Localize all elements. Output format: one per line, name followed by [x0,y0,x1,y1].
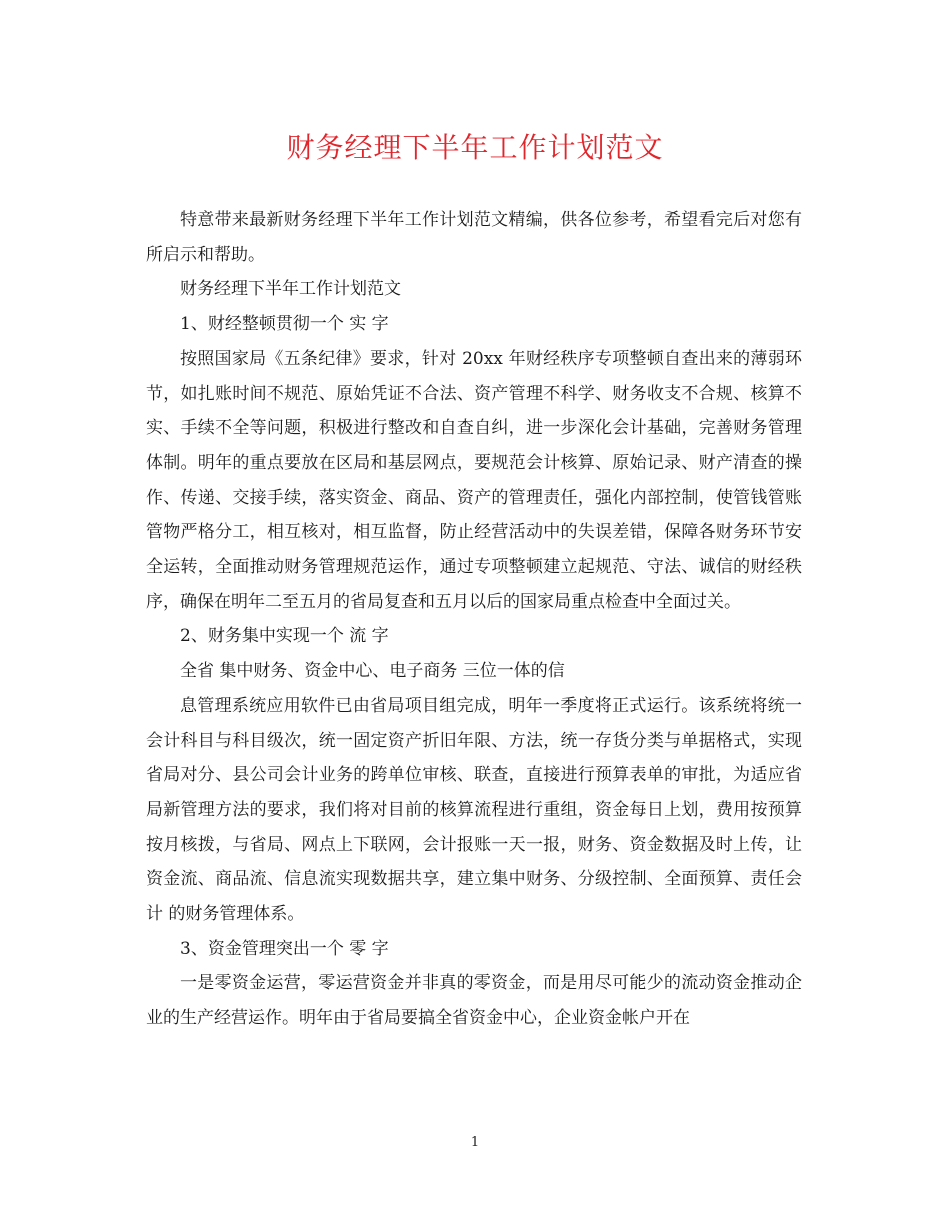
body-paragraph: 一是零资金运营，零运营资金并非真的零资金，而是用尽可能少的流动资金推动企业的生产经营运作。明年由于省局要搞全省资金中心，企业资金帐户开在 [146,973,802,1029]
document-body [146,203,802,1036]
section-heading-2: 2、财务集中实现一个 流 字 [180,626,389,647]
intro-paragraph: 特意带来最新财务经理下半年工作计划范文精编，供各位参考，希望看完后对您有所启示和帮助。 [146,210,802,265]
body-paragraph: 全省 集中财务、资金中心、电子商务 三位一体的信 [180,661,565,682]
body-paragraph: 息管理系统应用软件已由省局项目组完成，明年一季度将正式运行。该系统将统一会计科目与科目级次，统一固定资产折旧年限、方法，统一存货分类与单据格式，实现省局对分、县公司会计业务的跨单位审核、联查，直接进行预算表单的审批，为适应省局新管理方法的要求，我们将对目前的核算流程进行重组，资金每日上划，费用按预算按月核拨，与省局、网点上下联网，会计报账一天一报，财务、资金数据及时上传，让资金流、商品流、信息流实现数据共享，建立集中财务、分级控制、全面预算、责任会计 的财务管理体系。 [146,695,802,925]
section-heading-3: 3、资金管理突出一个 零 字 [180,938,389,959]
subtitle-paragraph: 财务经理下半年工作计划范文 [180,279,401,300]
page-number: 1 [470,1135,480,1150]
section-heading-1: 1、财经整顿贯彻一个 实 字 [180,314,389,335]
document-title: 财务经理下半年工作计划范文 [286,131,664,164]
body-paragraph: 按照国家局《五条纪律》要求，针对 20xx 年财经秩序专项整顿自查出来的薄弱环节，如扎账时间不规范、原始凭证不合法、资产管理不科学、财务收支不合规、核算不实、手续不全等问题，积极进行整改和自查自纠，进一步深化会计基础，完善财务管理体制。明年的重点要放在区局和基层网点，要规范会计核算、原始记录、财产清查的操作、传递、交接手续，落实资金、商品、资产的管理责任，强化内部控制，使管钱管账管物严格分工，相互核对，相互监督，防止经营活动中的失误差错，保障各财务环节安全运转，全面推动财务管理规范运作，通过专项整顿建立起规范、守法、诚信的财经秩序，确保在明年二至五月的省局复查和五月以后的国家局重点检查中全面过关。 [146,348,802,612]
